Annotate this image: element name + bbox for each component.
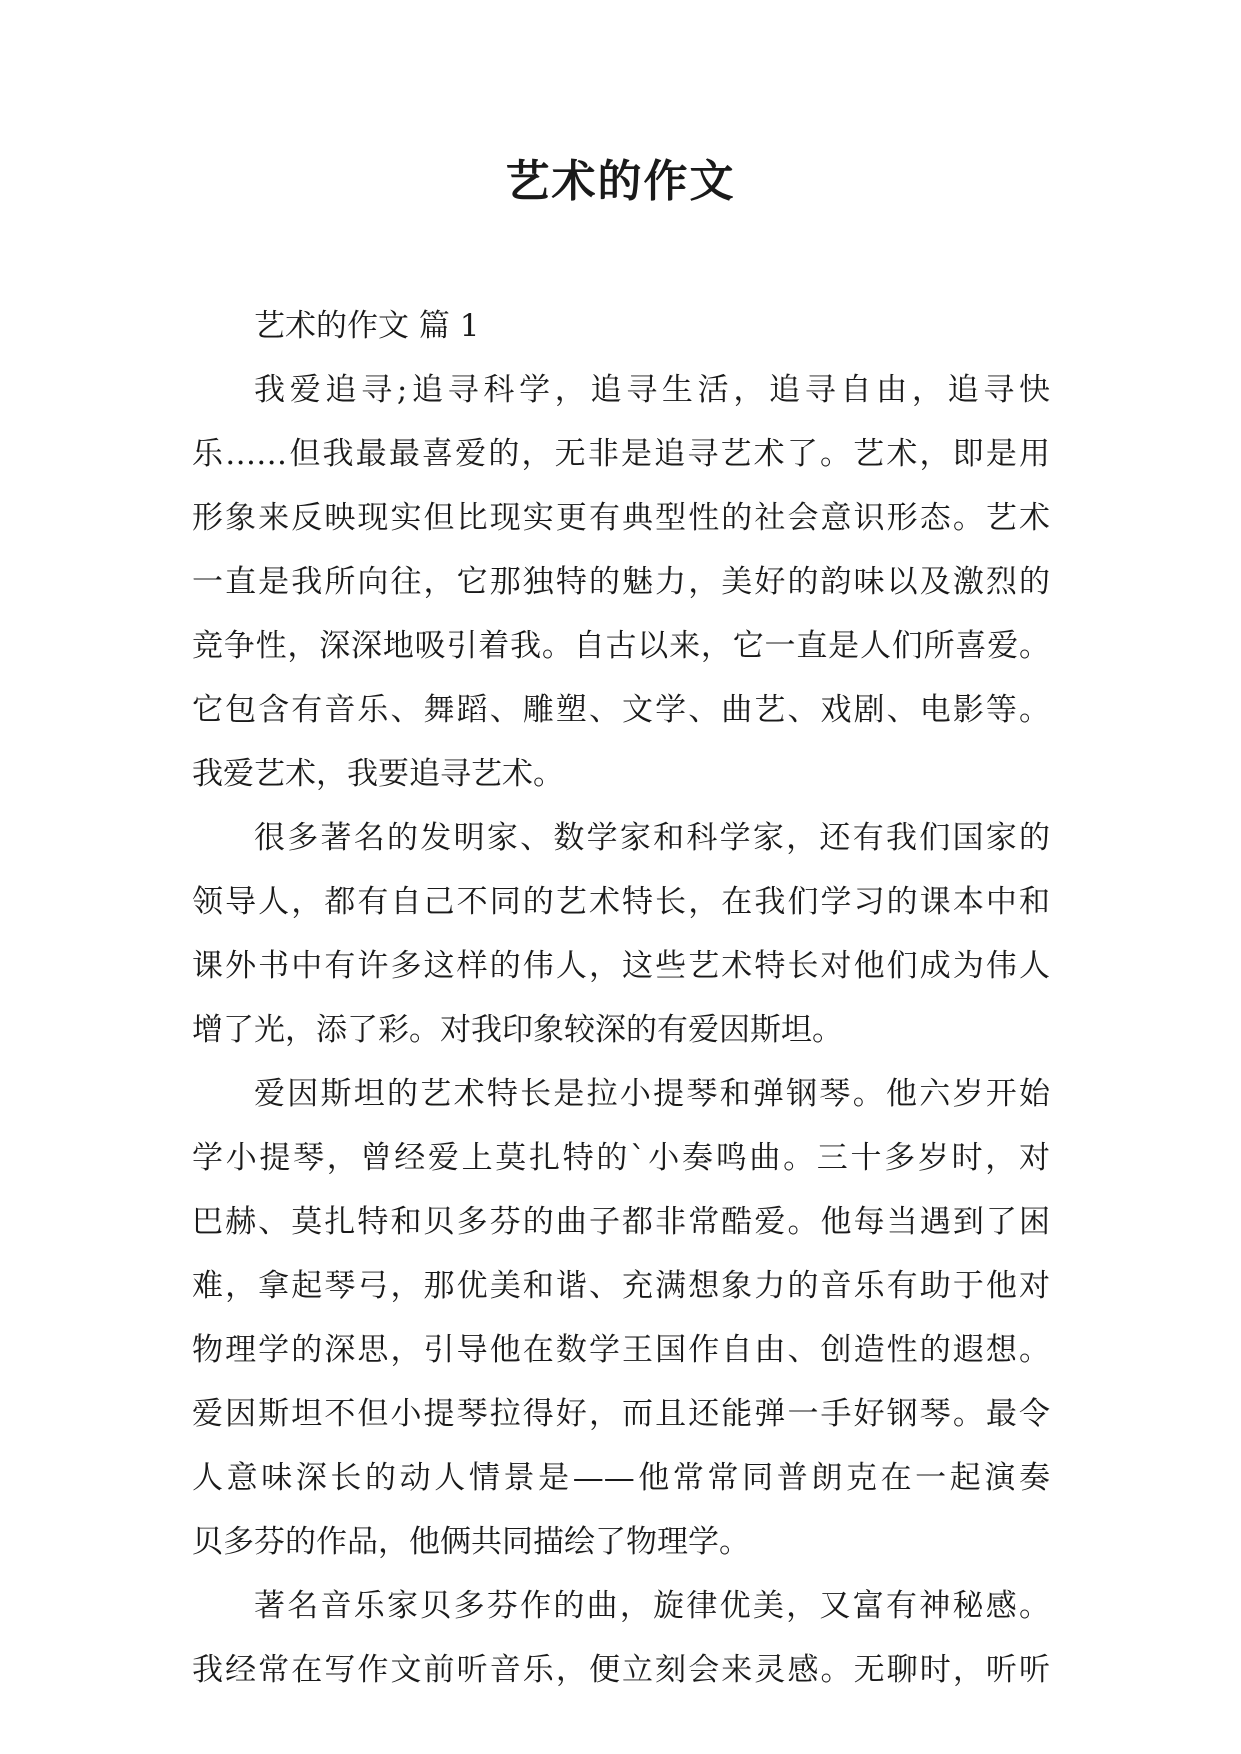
text-line: 领导人，都有自己不同的艺术特长，在我们学习的课本中和 — [192, 884, 1050, 920]
text-line: 形象来反映现实但比现实更有典型性的社会意识形态。艺术 — [192, 500, 1050, 536]
text-line: 难，拿起琴弓，那优美和谐、充满想象力的音乐有助于他对 — [192, 1268, 1050, 1304]
text-line: 很多著名的发明家、数学家和科学家，还有我们国家的 — [254, 820, 1050, 856]
document-body — [192, 294, 1050, 1702]
text-line: 增了光，添了彩。对我印象较深的有爱因斯坦。 — [192, 1012, 843, 1048]
text-line: 人意味深长的动人情景是——他常常同普朗克在一起演奏 — [192, 1460, 1050, 1496]
text-line: 乐……但我最最喜爱的，无非是追寻艺术了。艺术，即是用 — [192, 436, 1050, 472]
text-line: 一直是我所向往，它那独特的魅力，美好的韵味以及激烈的 — [192, 564, 1050, 600]
text-line: 我爱艺术，我要追寻艺术。 — [192, 756, 564, 792]
text-line: 物理学的深思，引导他在数学王国作自由、创造性的遐想。 — [192, 1332, 1050, 1368]
text-line: 著名音乐家贝多芬作的曲，旋律优美，又富有神秘感。 — [254, 1588, 1050, 1624]
text-line: 它包含有音乐、舞蹈、雕塑、文学、曲艺、戏剧、电影等。 — [192, 692, 1050, 728]
document-title: 艺术的作文 — [505, 156, 736, 207]
text-line: 我经常在写作文前听音乐，便立刻会来灵感。无聊时，听听 — [192, 1652, 1050, 1688]
text-line: 巴赫、莫扎特和贝多芬的曲子都非常酷爱。他每当遇到了困 — [192, 1204, 1050, 1240]
text-line: 我爱追寻;追寻科学，追寻生活，追寻自由，追寻快 — [254, 372, 1050, 408]
text-line: 爱因斯坦不但小提琴拉得好，而且还能弹一手好钢琴。最令 — [192, 1396, 1050, 1432]
text-line: 学小提琴，曾经爱上莫扎特的`小奏鸣曲。三十多岁时，对 — [192, 1140, 1050, 1176]
text-line: 贝多芬的作品，他俩共同描绘了物理学。 — [192, 1524, 750, 1560]
text-line: 课外书中有许多这样的伟人，这些艺术特长对他们成为伟人 — [192, 948, 1050, 984]
text-line: 爱因斯坦的艺术特长是拉小提琴和弹钢琴。他六岁开始 — [254, 1076, 1050, 1112]
section-heading: 艺术的作文 篇 1 — [254, 308, 480, 344]
text-line: 竞争性，深深地吸引着我。自古以来，它一直是人们所喜爱。 — [192, 628, 1050, 664]
